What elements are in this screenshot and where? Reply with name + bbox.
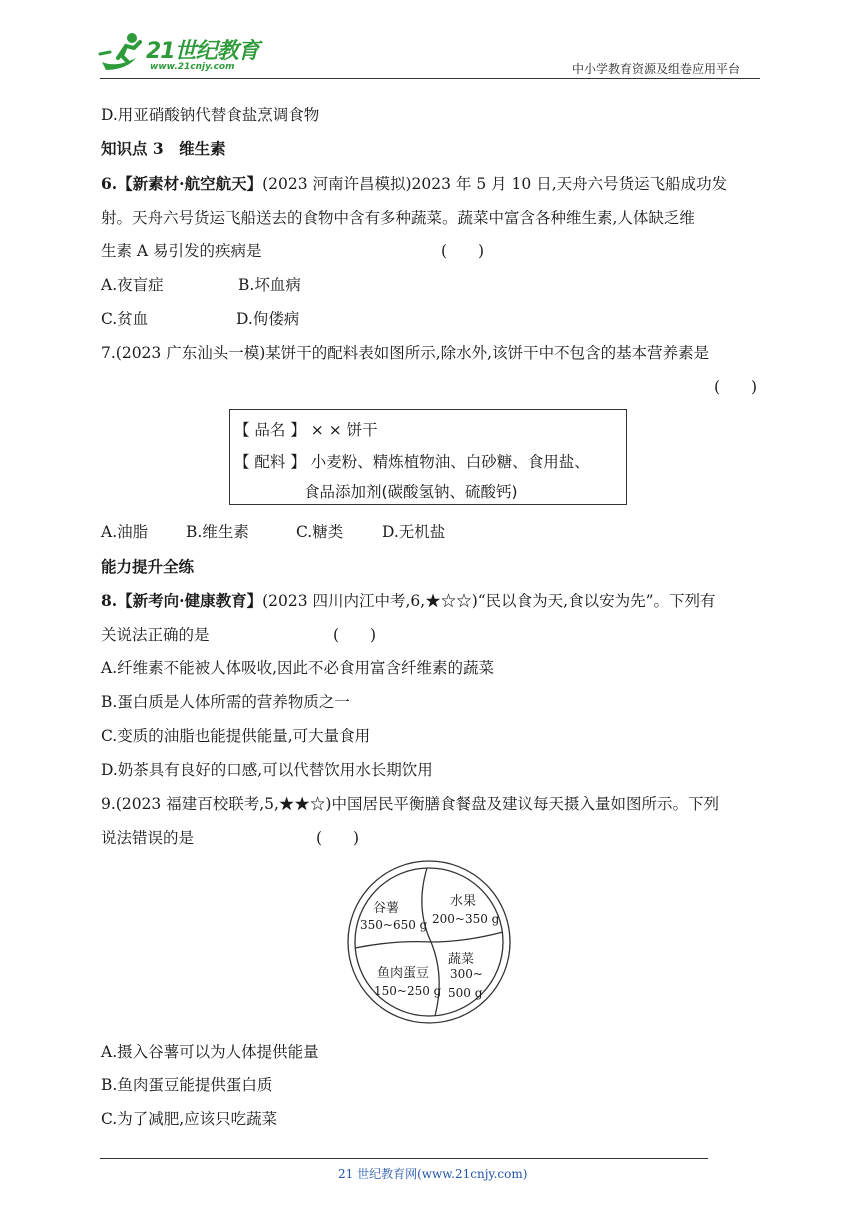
q6-option-a: A.夜盲症: [101, 276, 164, 294]
plate-divider-horizontal: [355, 932, 503, 948]
q9-answer-paren: ( ): [316, 829, 360, 847]
q6-option-c: C.贫血: [101, 310, 149, 328]
plate-protein-amount: 150~250 g: [374, 984, 442, 998]
plate-grain-amount: 350~650 g: [360, 918, 428, 932]
q9-option-b: B.鱼肉蛋豆能提供蛋白质: [101, 1076, 273, 1094]
q6-text-1: (2023 河南许昌模拟)2023 年 5 月 10 日,天舟六号货运飞船成功发: [262, 175, 728, 193]
q5-option-d: D.用亚硝酸钠代替食盐烹调食物: [101, 106, 320, 124]
ingredients-name-value: × × 饼干: [310, 421, 378, 439]
ingredients-mix-value-1: 小麦粉、精炼植物油、白砂糖、食用盐、: [310, 453, 590, 471]
q7-option-a: A.油脂: [101, 523, 149, 541]
header-right-text: 中小学教育资源及组卷应用平台: [572, 62, 741, 76]
q7-option-c: C.糖类: [296, 523, 344, 541]
q6-line-2: 射。天舟六号货运飞船送去的食物中含有多种蔬菜。蔬菜中富含各种维生素,人体缺乏维: [101, 209, 695, 227]
q8-option-b: B.蛋白质是人体所需的营养物质之一: [101, 693, 350, 711]
plate-fruit-name: 水果: [450, 894, 477, 909]
q8-line-1: [101, 591, 716, 611]
ingredients-mix-value-2: 食品添加剂(碳酸氢钠、硫酸钙): [304, 483, 518, 501]
q7-option-b: B.维生素: [186, 523, 249, 541]
q6-tag: 6.【新素材·航空航天】: [101, 174, 263, 193]
q8-text-1: (2023 四川内江中考,6,★☆☆)“民以食为天,食以安为先”。下列有: [262, 592, 716, 610]
q9-option-a: A.摄入谷薯可以为人体提供能量: [101, 1043, 319, 1061]
plate-veg-amount-2: 500 g: [448, 986, 483, 1000]
header-rule: [100, 78, 760, 79]
logo-url: www.21cnjy.com: [150, 62, 235, 72]
q8-option-d: D.奶茶具有良好的口感,可以代替饮用水长期饮用: [101, 761, 433, 779]
balanced-diet-plate: [345, 858, 513, 1026]
q7-answer-paren: ( ): [714, 378, 758, 396]
q9-line-2: 说法错误的是: [101, 829, 195, 847]
plate-veg-name: 蔬菜: [448, 952, 475, 967]
q6-option-b: B.坏血病: [238, 276, 301, 294]
section-title-vitamins: 知识点 3 维生素: [101, 139, 226, 158]
q9-option-c: C.为了减肥,应该只吃蔬菜: [101, 1110, 278, 1128]
q8-option-c: C.变质的油脂也能提供能量,可大量食用: [101, 727, 371, 745]
q6-line-3: 生素 A 易引发的疾病是: [101, 242, 262, 260]
q8-line-2: 关说法正确的是: [101, 626, 210, 644]
q8-tag: 8.【新考向·健康教育】: [101, 591, 263, 610]
footer-link[interactable]: 21 世纪教育网(www.21cnjy.com): [338, 1167, 528, 1181]
ingredients-mix-label: 【 配料 】: [234, 453, 306, 471]
q6-answer-paren: ( ): [441, 242, 485, 260]
ingredients-table: [229, 409, 627, 505]
ingredients-name-label: 【 品名 】: [234, 421, 306, 439]
q9-line-1: 9.(2023 福建百校联考,5,★★☆)中国居民平衡膳食餐盘及建议每天摄入量如图所示。下列: [101, 795, 719, 813]
plate-protein-name: 鱼肉蛋豆: [377, 966, 430, 981]
q6-option-d: D.佝偻病: [236, 310, 300, 328]
q7-line-1: 7.(2023 广东汕头一模)某饼干的配料表如图所示,除水外,该饼干中不包含的基本营养素是: [101, 344, 710, 362]
plate-grain-name: 谷薯: [373, 901, 400, 916]
q8-answer-paren: ( ): [333, 626, 377, 644]
section-title-ability: 能力提升全练: [101, 557, 195, 576]
q6-line-1: [101, 174, 727, 194]
logo-brand: 21世纪教育: [146, 39, 259, 64]
plate-veg-amount-1: 300~: [450, 967, 483, 981]
q7-option-d: D.无机盐: [382, 523, 446, 541]
q8-option-a: A.纤维素不能被人体吸收,因此不必食用富含纤维素的蔬菜: [101, 659, 495, 677]
header-logo: [96, 28, 266, 78]
footer-rule: [100, 1158, 708, 1159]
plate-fruit-amount: 200~350 g: [432, 912, 500, 926]
